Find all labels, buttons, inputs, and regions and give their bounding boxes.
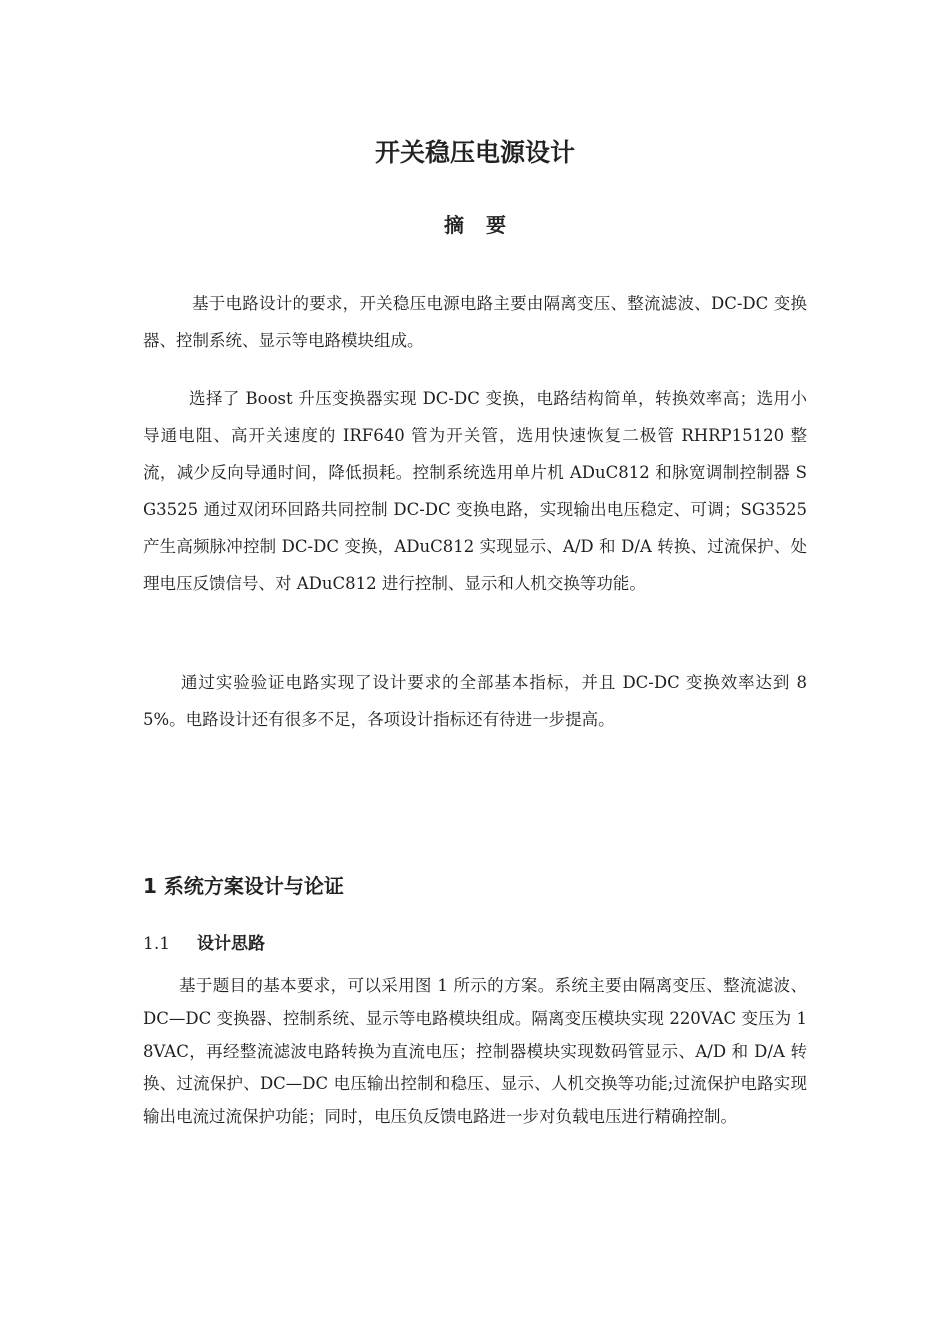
document-title: 开关稳压电源设计	[374, 138, 575, 167]
abstract-paragraph-2: 选择了 Boost 升压变换器实现 DC-DC 变换，电路结构简单，转换效率高；选用小导通电阻、高开关速度的 IRF640 管为开关管，选用快速恢复二极管 RHRP15120 整流，减少反向导通时间，降低损耗。控制系统选用单片机 ADuC812 和脉宽调制控制器 SG3525 通过双闭环回路共同控制 DC-DC 变换电路，实现输出电压稳定、可调；SG3525 产生高频脉冲控制 DC-DC 变换，ADuC812 实现显示、A/D 和 D/A 转换、过流保护、处理电压反馈信号、对 ADuC812 进行控制、显示和人机交换等功能。	[143, 389, 807, 593]
subsection-1-1-paragraph: 基于题目的基本要求，可以采用图 1 所示的方案。系统主要由隔离变压、整流滤波、DC—DC 变换器、控制系统、显示等电路模块组成。隔离变压模块实现 220VAC 变压为 18VAC，再经整流滤波电路转换为直流电压；控制器模块实现数码管显示、A/D 和 D/A 转换、过流保护、DC—DC 电压输出控制和稳压、显示、人机交换等功能;过流保护电路实现输出电流过流保护功能；同时，电压负反馈电路进一步对负载电压进行精确控制。	[143, 976, 807, 1127]
section-1-heading: 1 系统方案设计与论证	[143, 874, 344, 898]
subsection-title: 设计思路	[197, 934, 265, 954]
abstract-paragraph-3: 通过实验验证电路实现了设计要求的全部基本指标，并且 DC-DC 变换效率达到 85%。电路设计还有很多不足，各项设计指标还有待进一步提高。	[143, 673, 807, 729]
subsection-number: 1.1	[143, 934, 171, 954]
abstract-paragraph-1: 基于电路设计的要求，开关稳压电源电路主要由隔离变压、整流滤波、DC-DC 变换器、控制系统、显示等电路模块组成。	[143, 294, 807, 350]
abstract-heading: 摘要	[444, 213, 528, 237]
subsection-1-1-heading	[143, 929, 265, 959]
